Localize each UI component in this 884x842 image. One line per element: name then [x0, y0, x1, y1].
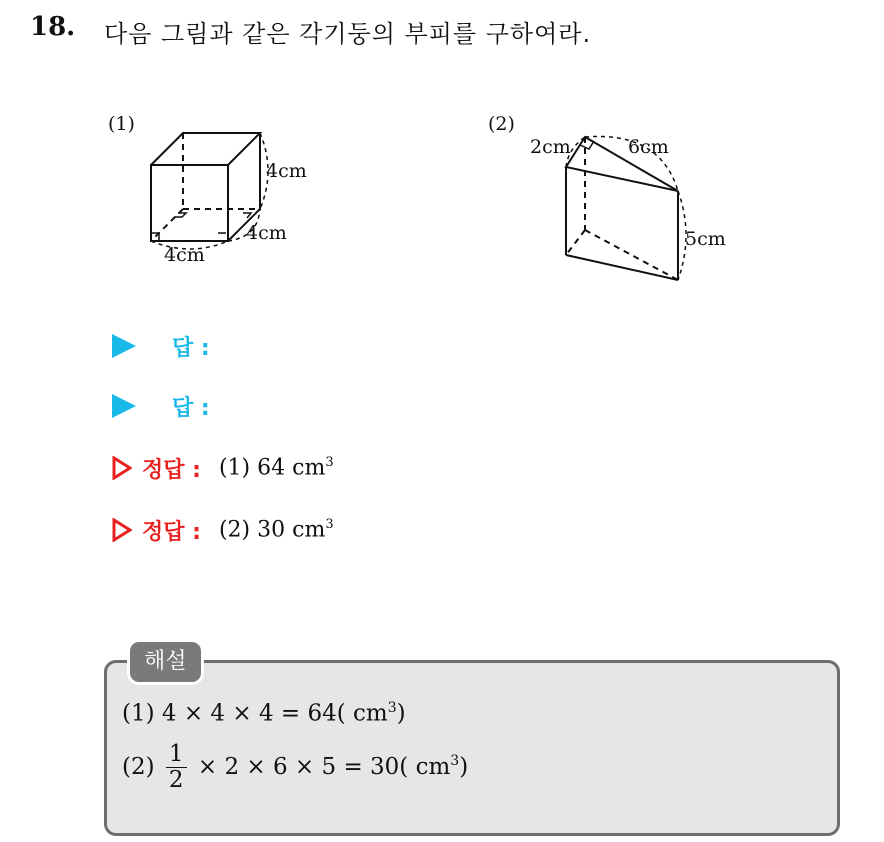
- play-triangle-icon: [112, 334, 136, 358]
- explanation-tab: 해설: [127, 639, 204, 685]
- solution-row-2: [112, 512, 334, 548]
- solution-value: (1) 64 $cm^3$: [218, 455, 334, 481]
- dim-prism-height: 5cm: [685, 228, 726, 250]
- solution-label: 정답 :: [142, 457, 201, 483]
- explanation-line-2: (2) $\frac{1}{2}$ × 2 × 6 × 5 = 30( $cm^3$): [122, 741, 469, 794]
- question-text: 다음 그림과 같은 각기둥의 부피를 구하여라.: [104, 20, 592, 48]
- dim-long-leg: 6cm: [628, 136, 669, 158]
- solution-row-1: [112, 450, 334, 486]
- question-number: 18.: [30, 12, 76, 42]
- figure-prism: [480, 105, 750, 299]
- answer-label: 답 :: [172, 335, 210, 361]
- figure-2-label: (2): [488, 113, 515, 135]
- solution-value: (2) 30 $cm^3$: [218, 517, 334, 543]
- fraction: $\frac{1}{2}$: [166, 742, 187, 794]
- figure-1-label: (1): [108, 113, 135, 135]
- dim-width: 4cm: [164, 244, 205, 266]
- answer-label: 답 :: [172, 395, 210, 421]
- dim-height: 4cm: [266, 160, 307, 182]
- outline-triangle-icon: [112, 456, 132, 480]
- dim-short-leg: 2cm: [530, 136, 571, 158]
- play-triangle-icon: [112, 394, 136, 418]
- answer-row-2: [112, 388, 228, 424]
- outline-triangle-icon: [112, 518, 132, 542]
- solution-label: 정답 :: [142, 519, 201, 545]
- explanation-line-1: (1) 4 × 4 × 4 = 64( $cm^3$): [122, 700, 406, 727]
- figure-cube: [100, 105, 330, 279]
- dim-depth: 4cm: [246, 222, 287, 244]
- answer-row-1: [112, 328, 228, 364]
